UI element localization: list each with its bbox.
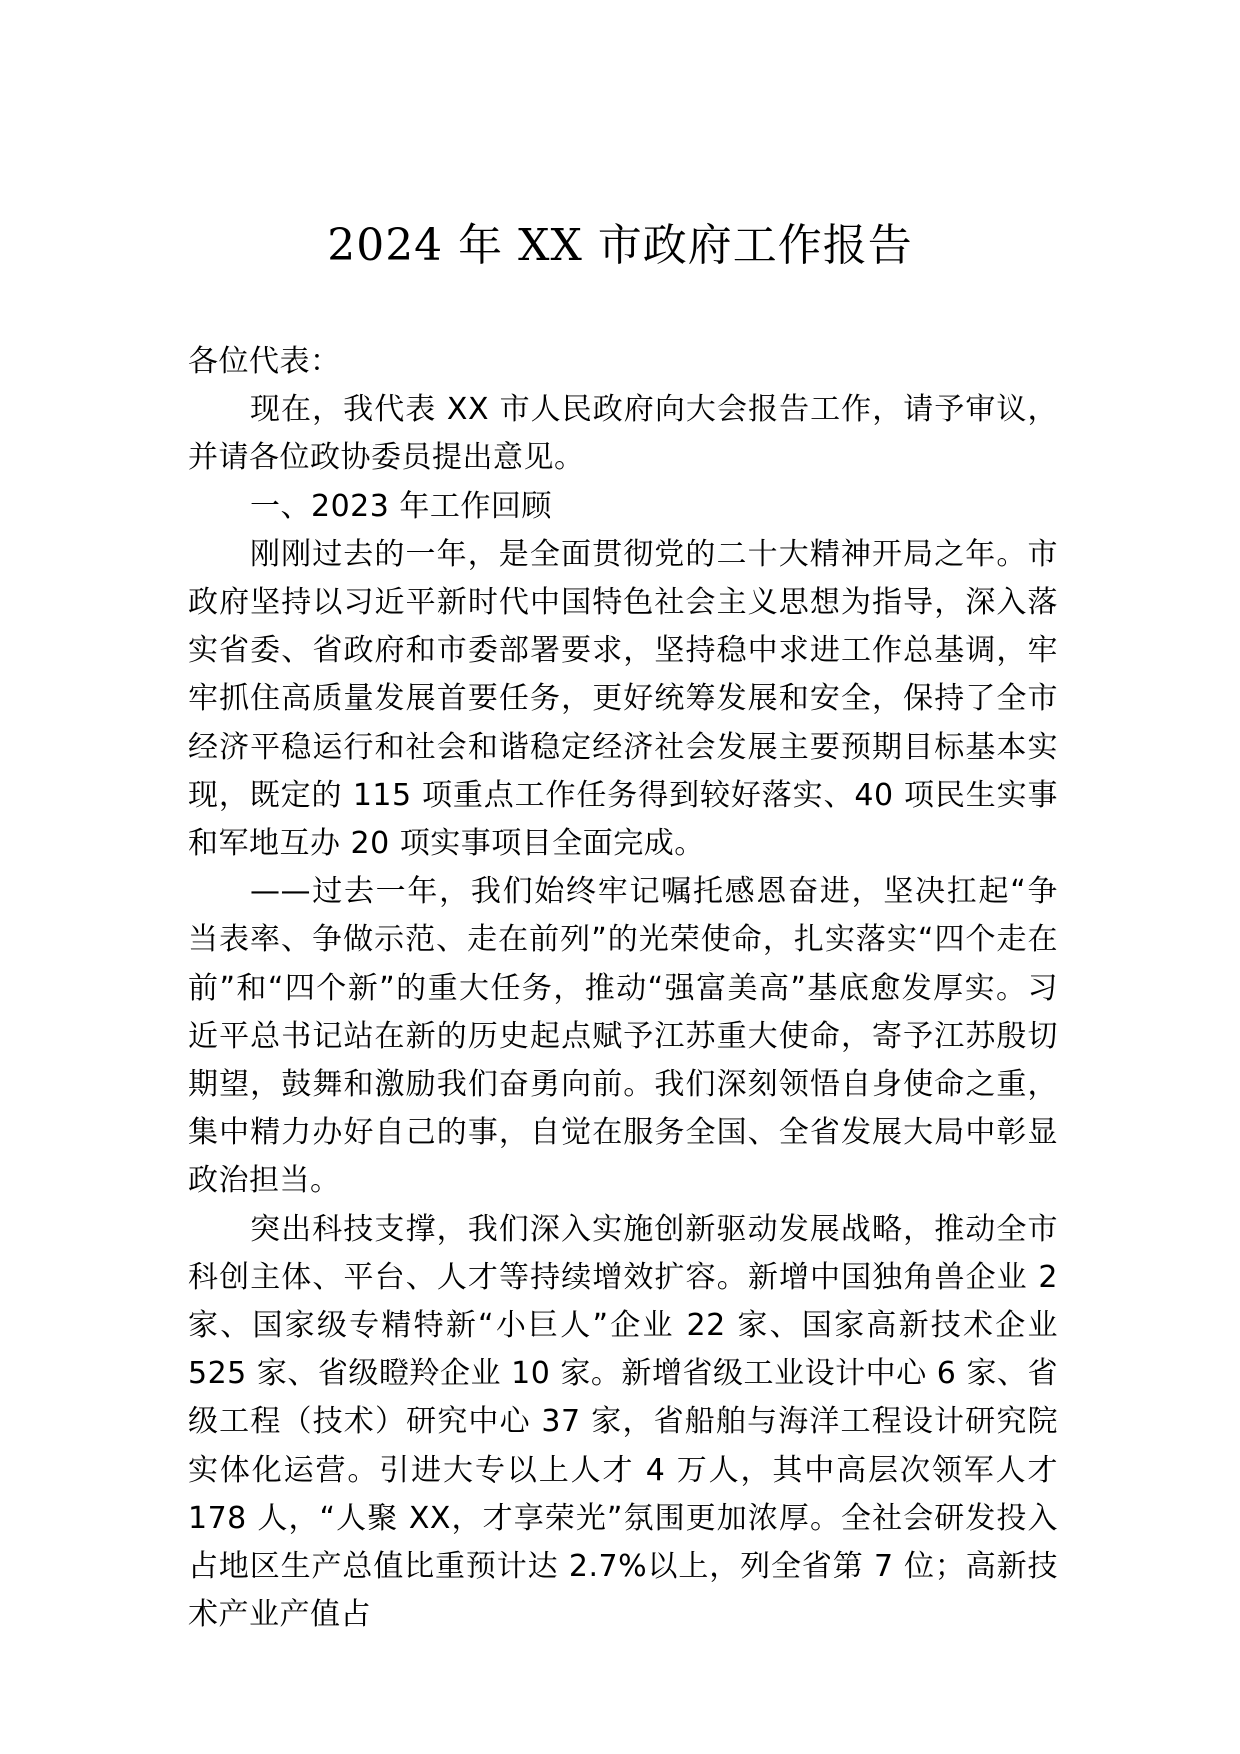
paragraph-technology: 突出科技支撑，我们深入实施创新驱动发展战略，推动全市科创主体、平台、人才等持续增效扩容。新增中国独角兽企业 2 家、国家级专精特新“小巨人”企业 22 家、国家高新技术企业 525 家、省级瞪羚企业 10 家。新增省级工业设计中心 6 家、省级工程（技术）研究中心 37 家，省船舶与海洋工程设计研究院实体化运营。引进大专以上人才 4 万人，其中高层次领军人才 178 人，“人聚 XX，才享荣光”氛围更加浓厚。全社会研发投入占地区生产总值比重预计达 2.7%以上，列全省第 7 位；高新技术产业产值占	[188, 1211, 1058, 1633]
document-title: 2024 年 XX 市政府工作报告	[327, 220, 913, 271]
section-heading: 一、2023 年工作回顾	[250, 488, 552, 524]
salutation: 各位代表：	[188, 344, 341, 379]
paragraph-review: 刚刚过去的一年，是全面贯彻党的二十大精神开局之年。市政府坚持以习近平新时代中国特色社会主义思想为指导，深入落实省委、省政府和市委部署要求，坚持稳中求进工作总基调，牢牢抓住高质量发展首要任务，更好统筹发展和安全，保持了全市经济平稳运行和社会和谐稳定经济社会发展主要预期目标基本实现，既定的 115 项重点工作任务得到较好落实、40 项民生实事和军地互办 20 项实事项目全面完成。	[188, 536, 1058, 862]
document-body	[188, 338, 1058, 1639]
paragraph-intro: 现在，我代表 XX 市人民政府向大会报告工作，请予审议，并请各位政协委员提出意见。	[188, 392, 1058, 476]
paragraph-mission: ——过去一年，我们始终牢记嘱托感恩奋进，坚决扛起“争当表率、争做示范、走在前列”的光荣使命，扎实落实“四个走在前”和“四个新”的重大任务，推动“强富美高”基底愈发厚实。习近平总书记站在新的历史起点赋予江苏重大使命，寄予江苏殷切期望，鼓舞和激励我们奋勇向前。我们深刻领悟自身使命之重，集中精力办好自己的事，自觉在服务全国、全省发展大局中彰显政治担当。	[188, 874, 1058, 1199]
